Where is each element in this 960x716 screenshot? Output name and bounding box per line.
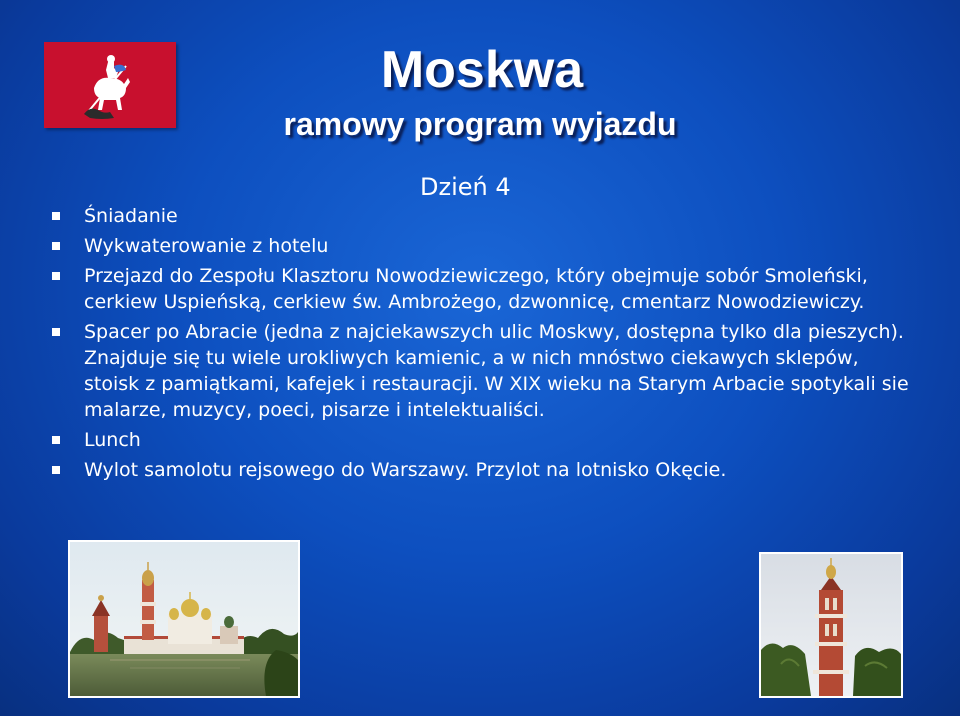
bullet-square-icon xyxy=(52,328,60,336)
list-item: Lunch xyxy=(52,427,912,453)
day-heading: Dzień 4 xyxy=(420,173,511,201)
bullet-square-icon xyxy=(52,436,60,444)
bullet-square-icon xyxy=(52,212,60,220)
list-item: Spacer po Abracie (jedna z najciekawszych ulic Moskwy, dostępna tylko dla pieszych). Znajduje się tu wiele urokliwych kamienic, a w nich mnóstwo ciekawych sklepów, stoisk z pamiątkami, kafejek i restauracji. W XIX wieku na Starym Arbacie spotykali sie malarze, muzycy, poeci, pisarze i intelektualiści. xyxy=(52,319,912,423)
bullet-square-icon xyxy=(52,242,60,250)
program-list xyxy=(52,203,912,487)
page-subtitle: ramowy program wyjazdu xyxy=(283,106,677,142)
bullet-square-icon xyxy=(52,466,60,474)
bullet-square-icon xyxy=(52,272,60,280)
novodevichy-convent-photo xyxy=(68,540,300,698)
list-item: Przejazd do Zespołu Klasztoru Nowodziewiczego, który obejmuje sobór Smoleński, cerkiew Uspieńską, cerkiew św. Ambrożego, dzwonnicę, cmentarz Nowodziewiczy. xyxy=(52,263,912,315)
page-title: Moskwa xyxy=(380,41,584,99)
list-item: Wylot samolotu rejsowego do Warszawy. Przylot na lotnisko Okęcie. xyxy=(52,457,912,483)
list-item: Wykwaterowanie z hotelu xyxy=(52,233,912,259)
bell-tower-photo xyxy=(759,552,903,698)
list-item: Śniadanie xyxy=(52,203,912,229)
